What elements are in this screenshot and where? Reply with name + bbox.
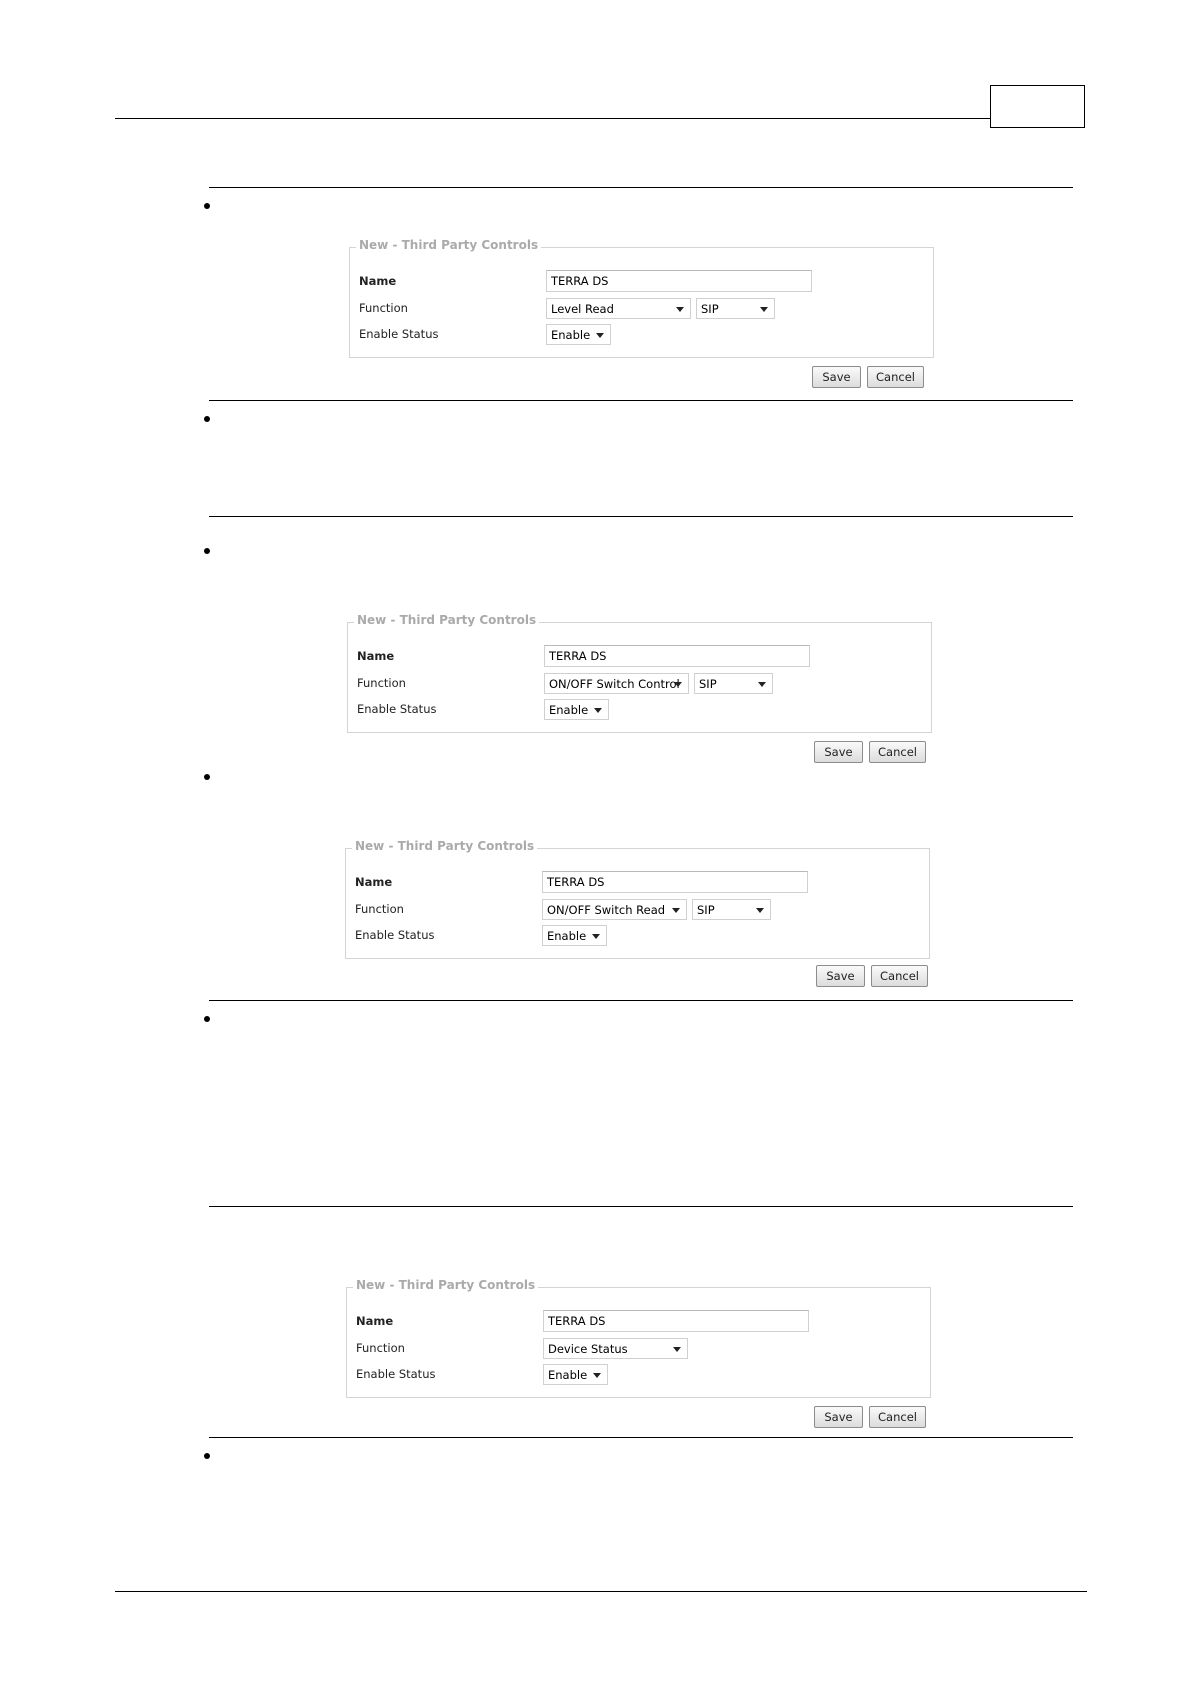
name-label: Name: [355, 875, 393, 889]
function-label: Function: [359, 301, 408, 315]
form-legend: New - Third Party Controls: [352, 839, 537, 853]
protocol-select[interactable]: [696, 298, 775, 319]
save-button[interactable]: Save: [814, 741, 863, 763]
section-rule: [209, 1206, 1073, 1207]
bullet-point: [204, 203, 210, 209]
enable-status-label: Enable Status: [359, 327, 439, 341]
enable-status-value: Enable: [548, 1368, 588, 1382]
save-button[interactable]: Save: [814, 1406, 863, 1428]
section-rule: [209, 1000, 1073, 1001]
page-number-box: [990, 85, 1085, 128]
protocol-select-value: SIP: [701, 302, 719, 316]
form-legend: New - Third Party Controls: [353, 1278, 538, 1292]
enable-status-select[interactable]: [543, 1364, 608, 1385]
name-input[interactable]: TERRA DS: [544, 645, 810, 667]
footer-rule: [115, 1591, 1087, 1592]
function-select[interactable]: [546, 298, 691, 319]
chevron-down-icon: [596, 333, 604, 338]
function-select[interactable]: [542, 899, 687, 920]
save-button[interactable]: Save: [812, 366, 861, 388]
bullet-point: [204, 774, 210, 780]
cancel-button[interactable]: Cancel: [871, 965, 928, 987]
function-label: Function: [355, 902, 404, 916]
enable-status-value: Enable: [549, 703, 589, 717]
function-select[interactable]: [543, 1338, 688, 1359]
section-rule: [209, 516, 1073, 517]
chevron-down-icon: [758, 682, 766, 687]
chevron-down-icon: [756, 908, 764, 913]
enable-status-select[interactable]: [542, 925, 607, 946]
third-party-controls-form: [349, 238, 934, 358]
chevron-down-icon: [674, 682, 682, 687]
bullet-point: [204, 416, 210, 422]
function-select[interactable]: [544, 673, 689, 694]
header-rule: [115, 118, 991, 119]
name-label: Name: [359, 274, 397, 288]
name-input[interactable]: TERRA DS: [546, 270, 812, 292]
chevron-down-icon: [672, 908, 680, 913]
protocol-select[interactable]: [694, 673, 773, 694]
protocol-select-value: SIP: [699, 677, 717, 691]
name-label: Name: [356, 1314, 394, 1328]
form-legend: New - Third Party Controls: [354, 613, 539, 627]
name-input[interactable]: TERRA DS: [542, 871, 808, 893]
cancel-button[interactable]: Cancel: [867, 366, 924, 388]
enable-status-select[interactable]: [546, 324, 611, 345]
chevron-down-icon: [676, 307, 684, 312]
third-party-controls-form: [346, 1278, 931, 1398]
bullet-point: [204, 1016, 210, 1022]
protocol-select[interactable]: [692, 899, 771, 920]
cancel-button[interactable]: Cancel: [869, 741, 926, 763]
enable-status-value: Enable: [551, 328, 591, 342]
function-select-value: ON/OFF Switch Read: [547, 903, 666, 917]
form-legend: New - Third Party Controls: [356, 238, 541, 252]
protocol-select-value: SIP: [697, 903, 715, 917]
name-input[interactable]: TERRA DS: [543, 1310, 809, 1332]
section-rule: [209, 400, 1073, 401]
third-party-controls-form: [347, 613, 932, 733]
enable-status-label: Enable Status: [356, 1367, 436, 1381]
function-label: Function: [357, 676, 406, 690]
third-party-controls-form: [345, 839, 930, 959]
name-label: Name: [357, 649, 395, 663]
save-button[interactable]: Save: [816, 965, 865, 987]
chevron-down-icon: [673, 1347, 681, 1352]
enable-status-label: Enable Status: [357, 702, 437, 716]
chevron-down-icon: [760, 307, 768, 312]
function-select-value: ON/OFF Switch Control: [549, 677, 680, 691]
section-rule: [209, 1437, 1073, 1438]
chevron-down-icon: [593, 1373, 601, 1378]
enable-status-select[interactable]: [544, 699, 609, 720]
cancel-button[interactable]: Cancel: [869, 1406, 926, 1428]
section-rule: [209, 187, 1073, 188]
enable-status-value: Enable: [547, 929, 587, 943]
function-select-value: Level Read: [551, 302, 614, 316]
bullet-point: [204, 1453, 210, 1459]
enable-status-label: Enable Status: [355, 928, 435, 942]
function-select-value: Device Status: [548, 1342, 628, 1356]
function-label: Function: [356, 1341, 405, 1355]
chevron-down-icon: [592, 934, 600, 939]
bullet-point: [204, 548, 210, 554]
chevron-down-icon: [594, 708, 602, 713]
